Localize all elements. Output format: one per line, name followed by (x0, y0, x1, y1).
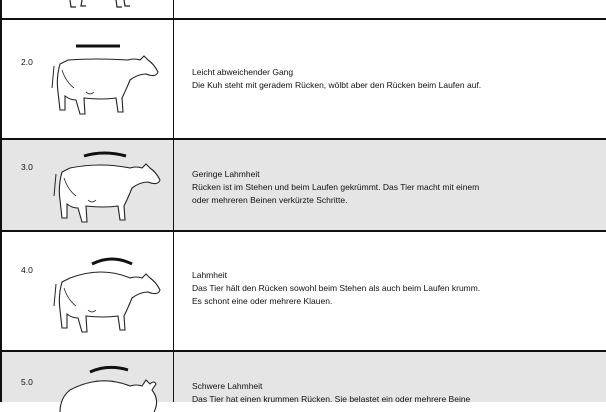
description (192, 66, 592, 92)
column-divider (173, 232, 174, 352)
description-line: oder mehreren Beinen verkürzte Schritte. (192, 195, 348, 205)
column-divider (173, 0, 174, 20)
column-divider (173, 140, 174, 232)
description-line: Das Tier hält den Rücken sowohl beim Stehen als auch beim Laufen krumm. (192, 283, 481, 293)
table-row-score-2 (2, 18, 606, 140)
description-line: Rücken ist im Stehen und beim Laufen gekrümmt. Das Tier macht mit einem (192, 182, 480, 192)
score-label: 2.0 (21, 57, 33, 67)
description-title: Leicht abweichender Gang (192, 67, 294, 77)
cow-straight-back-icon (46, 30, 166, 130)
score-label: 3.0 (21, 162, 33, 172)
column-divider (173, 20, 174, 140)
score-label: 4.0 (21, 265, 33, 275)
description-title: Geringe Lahmheit (192, 169, 260, 179)
table-row-score-1 (2, 0, 606, 20)
cow-strongly-arched-back-icon (48, 360, 168, 412)
description-line: Das Tier hat einen krummen Rücken. Sie belastet ein oder mehrere Beine (192, 394, 471, 404)
score-label: 5.0 (21, 377, 33, 387)
table-row-score-3 (2, 138, 606, 232)
description (192, 168, 592, 207)
table-row-score-4 (2, 230, 606, 352)
column-divider (173, 352, 174, 402)
description (192, 380, 592, 406)
description-title: Lahmheit (192, 270, 227, 280)
description-line: Es schont eine oder mehrere Klauen. (192, 296, 333, 306)
description-title: Schwere Lahmheit (192, 381, 263, 391)
description-line: Die Kuh steht mit geradem Rücken, wölbt aber den Rücken beim Laufen auf. (192, 80, 482, 90)
description (192, 269, 592, 308)
cow-slightly-arched-back-icon (48, 142, 168, 232)
cow-arched-back-icon (48, 250, 168, 350)
table-row-score-5 (2, 350, 606, 402)
